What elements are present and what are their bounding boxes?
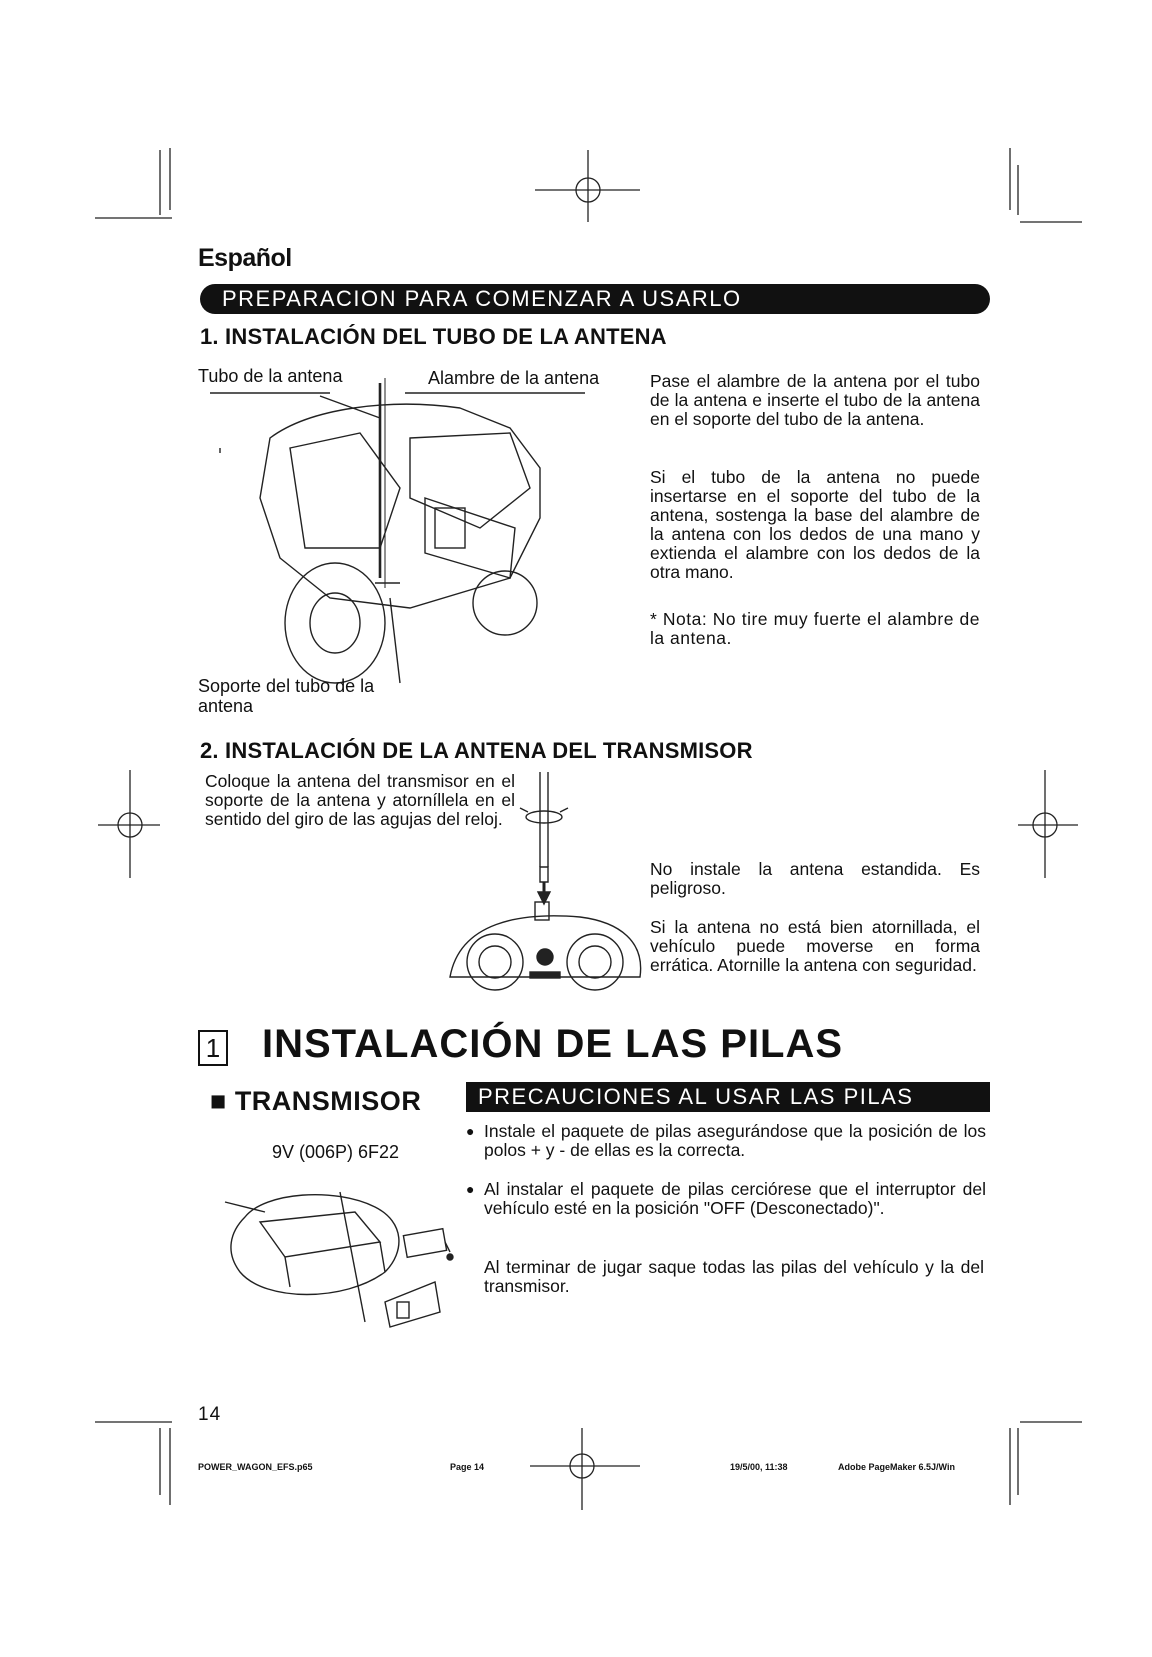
- bullet-2-text: Al instalar el paquete de pilas cerciórese que el interruptor del vehículo esté en la posición "OFF (Desconectado)".: [484, 1179, 986, 1218]
- section1-paragraph-1: Pase el alambre de la antena por el tubo de la antena e inserte el tubo de la antena en el soporte del tubo de la antena.: [650, 371, 980, 429]
- language-label: Español: [198, 244, 292, 272]
- section2-warning-1: No instale la antena estandida. Es peligroso.: [650, 859, 980, 898]
- section1-note: * Nota: No tire muy fuerte el alambre de la antena.: [650, 609, 980, 648]
- battery-illustration: [205, 1162, 465, 1322]
- section2-warning-2: Si la antena no está bien atornillada, el vehículo puede moverse en forma errática. Atornille la antena con seguridad.: [650, 917, 980, 975]
- final-instruction: Al terminar de jugar saque todas las pilas del vehículo y la del transmisor.: [484, 1257, 984, 1296]
- footer-app: Adobe PageMaker 6.5J/Win: [838, 1462, 955, 1472]
- page-number: 14: [198, 1404, 222, 1425]
- transmitter-subtitle-text: TRANSMISOR: [234, 1086, 422, 1116]
- footer-date: 19/5/00, 11:38: [730, 1462, 788, 1472]
- section3-title: INSTALACIÓN DE LAS PILAS: [262, 1022, 844, 1066]
- battery-label: 9V (006P) 6F22: [272, 1142, 400, 1162]
- section-banner: PREPARACION PARA COMENZAR A USARLO: [200, 284, 990, 314]
- label-antenna-tube: Tubo de la antena: [198, 366, 343, 386]
- label-antenna-support: Soporte del tubo de la antena: [198, 676, 375, 716]
- section3-number-box: 1: [198, 1030, 228, 1066]
- footer-file: POWER_WAGON_EFS.p65: [198, 1462, 313, 1472]
- bullet-1-text: Instale el paquete de pilas asegurándose que la posición de los polos + y - de ellas es la correcta.: [484, 1121, 986, 1160]
- bullet-1: ● Instale el paquete de pilas asegurándose que la posición de los polos + y - de ellas es la correcta.: [466, 1121, 986, 1160]
- transmitter-subtitle: ■ TRANSMISOR: [210, 1086, 422, 1116]
- bullet-2: ● Al instalar el paquete de pilas cerciórese que el interruptor del vehículo esté en la posición "OFF (Desconectado)".: [466, 1179, 986, 1218]
- vehicle-antenna-illustration: [210, 378, 610, 708]
- section2-instruction: Coloque la antena del transmisor en el soporte de la antena y atorníllela en el sentido del giro de las agujas del reloj.: [205, 771, 515, 829]
- label-antenna-wire: Alambre de la antena: [428, 368, 600, 388]
- section1-heading: 1. INSTALACIÓN DEL TUBO DE LA ANTENA: [200, 324, 667, 349]
- section2-heading: 2. INSTALACIÓN DE LA ANTENA DEL TRANSMISOR: [200, 738, 753, 763]
- precautions-banner: PRECAUCIONES AL USAR LAS PILAS: [466, 1082, 990, 1112]
- section1-paragraph-2: Si el tubo de la antena no puede insertarse en el soporte del tubo de la antena, sostenga la base del alambre de la antena con los dedos de una mano y extienda el alambre con los dedos de la otra mano.: [650, 467, 980, 582]
- footer-page: Page 14: [450, 1462, 485, 1472]
